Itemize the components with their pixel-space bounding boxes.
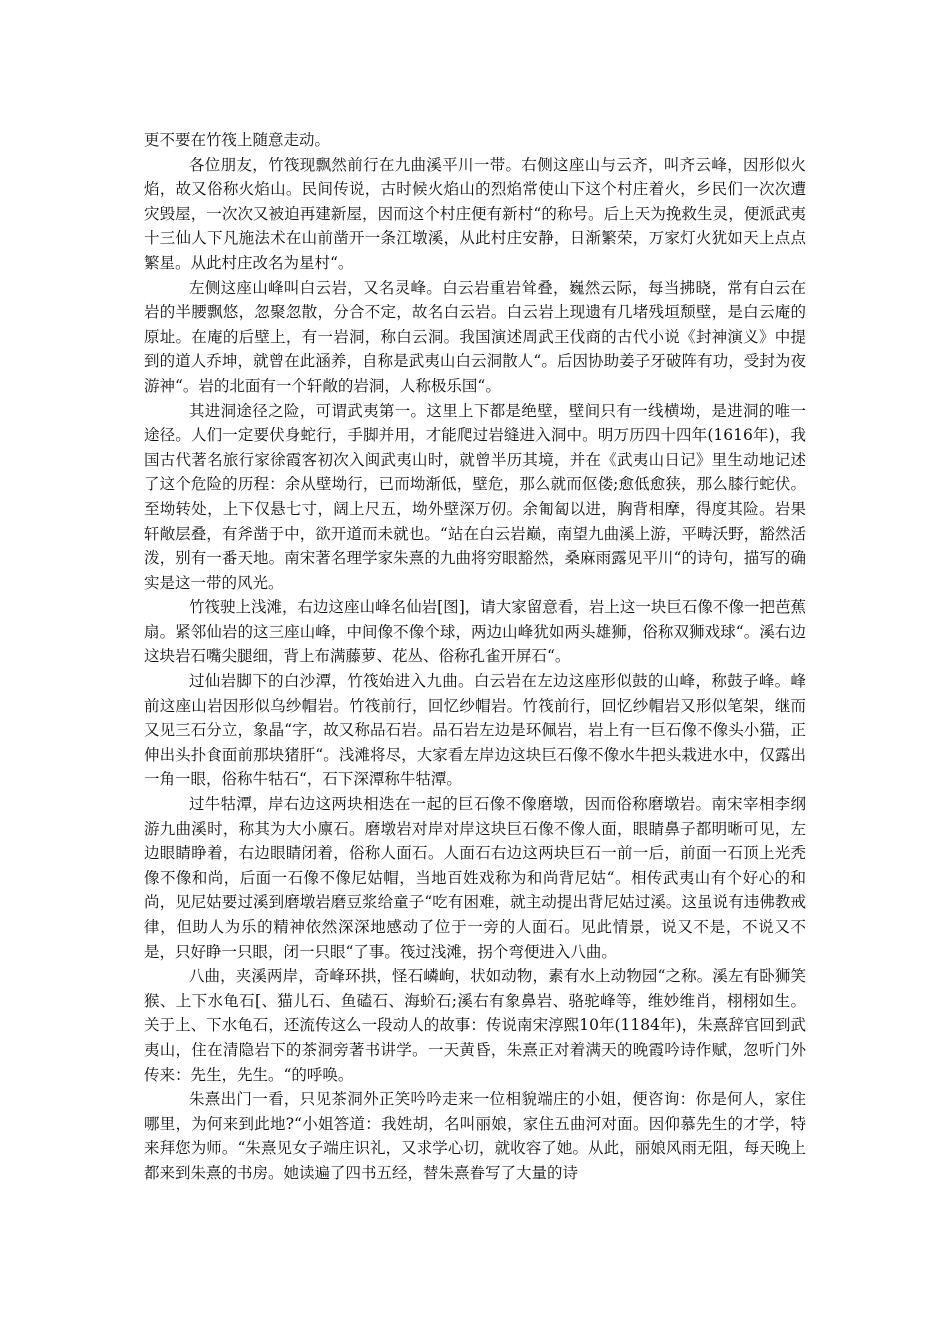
paragraph-6: 过仙岩脚下的白沙潭，竹筏始进入九曲。白云岩在左边这座形似鼓的山峰，称鼓子峰。峰前这座山岩因形似乌纱帽岩。竹筏前行，回忆纱帽岩。竹筏前行，回忆纱帽岩又形似笔架，继而又见三石分立，象晶“字，故又称品石岩。品石岩左边是环佩岩，岩上有一巨石像不像头小猫，正伸出头扑食面前那块猪肝“。浅滩将尽，大家看左岸边这块巨石像不像水牛把头栽进水中，仅露出一角一眼，俗称牛牯石“，石下深潭称牛牯潭。 (144, 672, 806, 789)
paragraph-1: 更不要在竹筏上随意走动。 (144, 131, 331, 149)
document-body (144, 128, 806, 1186)
paragraph-8: 八曲，夹溪两岸，奇峰环拱，怪石嶙峋，状如动物，素有水上动物园“之称。溪左有卧狮笑猴、上下水龟石[、猫儿石、鱼磕石、海蚧石;溪右有象鼻岩、骆驼峰等，维妙维肖，栩栩如生。关于上、下水龟石，还流传这么一段动人的故事：传说南宋淳熙10年(1184年)，朱熹辞官回到武夷山，住在清隐岩下的茶洞旁著书讲学。一天黄昏，朱熹正对着满天的晚霞吟诗作赋，忽听门外传来：先生，先生。“的呼唤。 (144, 967, 806, 1084)
paragraph-9: 朱熹出门一看，只见茶洞外正笑吟吟走来一位相貌端庄的小姐，便咨询：你是何人，家住哪里，为何来到此地?“小姐答道：我姓胡，名叫丽娘，家住五曲河对面。因仰慕先生的才学，特来拜您为师。“朱熹见女子端庄识礼，又求学心切，就收容了她。从此，丽娘风雨无阻，每天晚上都来到朱熹的书房。她读遍了四书五经，替朱熹眷写了大量的诗 (144, 1090, 806, 1182)
paragraph-3: 左侧这座山峰叫白云岩，又名灵峰。白云岩重岩耸叠，巍然云际，每当拂晓，常有白云在岩的半腰飘悠，忽聚忽散，分合不定，故名白云岩。白云岩上现遗有几堵残垣颓壁，是白云庵的原址。在庵的后壁上，有一岩洞，称白云洞。我国演述周武王伐商的古代小说《封神演义》中提到的道人乔坤，就曾在此涵养，自称是武夷山白云洞散人“。后因协助姜子牙破阵有功，受封为夜游神“。岩的北面有一个轩敞的岩洞，人称极乐国“。 (144, 278, 806, 395)
paragraph-5: 竹筏驶上浅滩，右边这座山峰名仙岩[图]，请大家留意看，岩上这一块巨石像不像一把芭蕉扇。紧邻仙岩的这三座山峰，中间像不像个球，两边山峰犹如两头雄狮，俗称双狮戏球“。溪右边这块岩石嘴尖腿细，背上布满藤萝、花丛、俗称孔雀开屏石“。 (144, 598, 806, 666)
paragraph-2: 各位朋友，竹筏现飘然前行在九曲溪平川一带。右侧这座山与云齐，叫齐云峰，因形似火焰，故又俗称火焰山。民间传说，古时候火焰山的烈焰常使山下这个村庄着火，乡民们一次次遭灾毁屋，一次次又被迫再建新屋，因而这个村庄便有新村“的称号。后上天为挽救生灵，便派武夷十三仙人下凡施法术在山前凿开一条江墩溪，从此村庄安静，日渐繁荣，万家灯火犹如天上点点繁星。从此村庄改名为星村“。 (144, 155, 806, 272)
paragraph-7: 过牛牯潭，岸右边这两块相迭在一起的巨石像不像磨墩，因而俗称磨墩岩。南宋宰相李纲游九曲溪时，称其为大小廪石。磨墩岩对岸对岸这块巨石像不像人面，眼睛鼻子都明晰可见，左边眼睛睁着，右边眼睛闭着，俗称人面石。人面石右边这两块巨石一前一后，前面一石顶上光秃像不像和尚，后面一石像不像尼姑帽，当地百姓戏称为和尚背尼姑“。相传武夷山有个好心的和尚，见尼姑要过溪到磨墩岩磨豆浆给童子“吃有困难，就主动提出背尼姑过溪。这虽说有违佛教戒律，但助人为乐的精神依然深深地感动了位于一旁的人面石。见此情景，说又不是，不说又不是，只好睁一只眼，闭一只眼“了事。筏过浅滩，拐个弯便进入八曲。 (144, 795, 806, 961)
paragraph-4: 其进洞途径之险，可谓武夷第一。这里上下都是绝壁，壁间只有一线横坳，是进洞的唯一途径。人们一定要伏身蛇行，手脚并用，才能爬过岩缝进入洞中。明万历四十四年(1616年)，我国古代著名旅行家徐霞客初次入闽武夷山时，就曾半历其境，并在《武夷山日记》里生动地记述了这个危险的历程：余从壁坳行，已而坳渐低，壁危，那么就而伛偻;愈低愈狭，那么膝行蛇伏。至坳转处，上下仅悬七寸，阔上尺五，坳外壁深万仞。余匍匐以进，胸背相摩，得度其险。岩果轩敞层叠，有斧凿于中，欲开道而未就也。“站在白云岩巅，南望九曲溪上游，平畴沃野，豁然活泼，别有一番天地。南宋著名理学家朱熹的九曲将穷眼豁然，桑麻雨露见平川“的诗句，描写的确实是这一带的风光。 (144, 401, 806, 592)
